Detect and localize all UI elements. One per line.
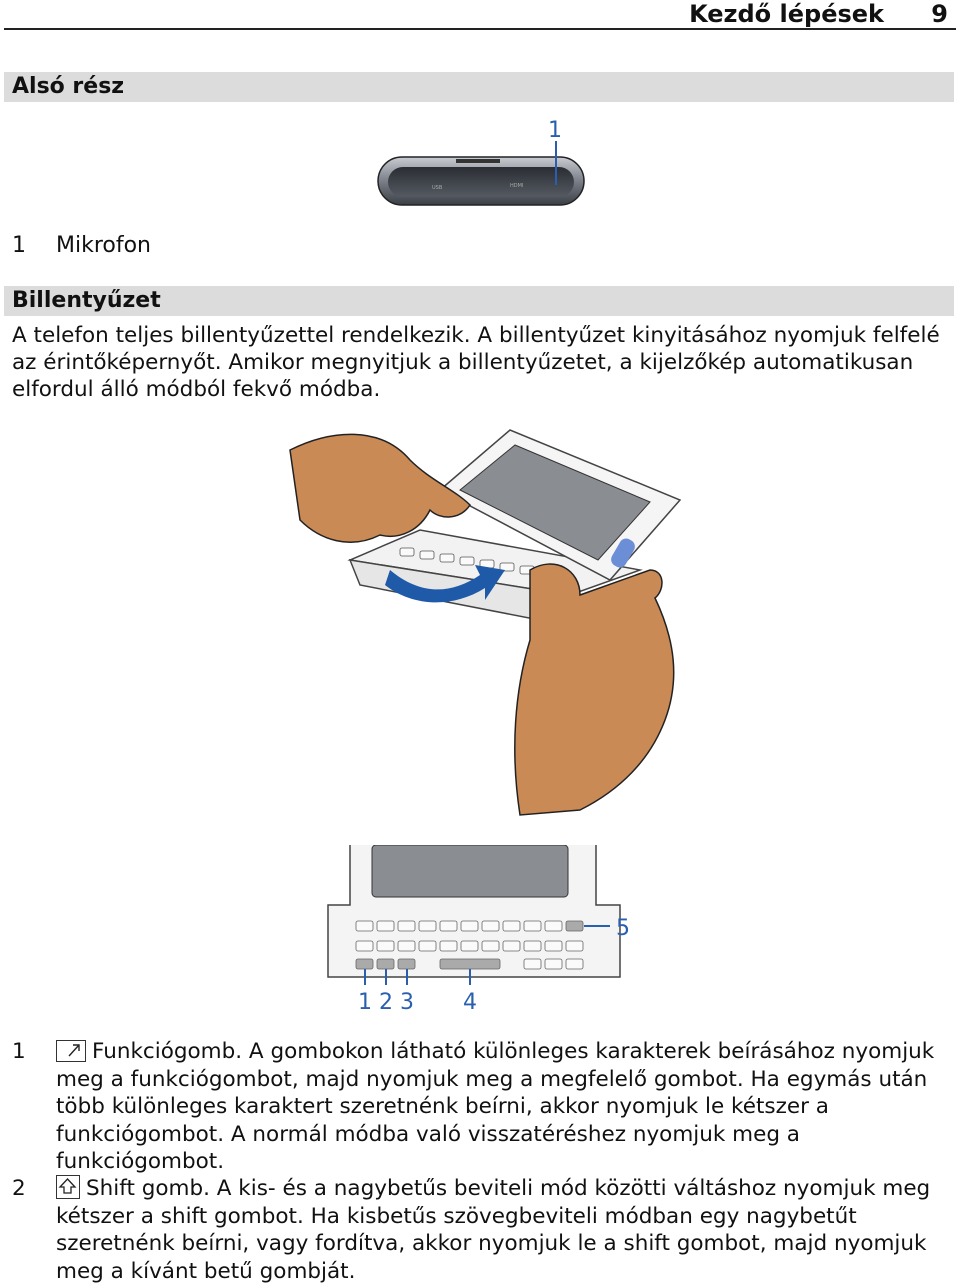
phone-bottom-illustration bbox=[370, 115, 600, 215]
keyboard-paragraph: A telefon teljes billentyűzettel rendelkezik. A billentyűzet kinyitásához nyomjuk felfelé az érintőképernyőt. Amikor megnyitjuk a billentyűzetet, a kijelzőkép automatikusan elfordul álló módból fekvő módba. bbox=[12, 323, 940, 402]
item-number: 1 bbox=[12, 1039, 26, 1064]
callout-2: 2 bbox=[379, 990, 393, 1015]
chapter-title: Kezdő lépések bbox=[689, 0, 884, 28]
shift-key-icon bbox=[56, 1175, 80, 1199]
section-heading-bottom: Alsó rész bbox=[4, 72, 954, 102]
page-header bbox=[4, 0, 956, 30]
callout-1: 1 bbox=[548, 118, 562, 143]
callout-4: 4 bbox=[463, 990, 477, 1015]
item-text: Shift gomb. A kis- és a nagybetűs beviteli mód közötti váltáshoz nyomjuk meg kétszer a shift gombot. Ha kisbetűs szövegbeviteli módban egy nagybetűt szeretnénk beírni, vagy fordítva, akkor nyomjuk le a shift gombot, majd nyomjuk meg a kívánt betű gombját. bbox=[56, 1176, 931, 1284]
keyboard-closeup-illustration bbox=[320, 845, 650, 1015]
svg-text:HDMI: HDMI bbox=[510, 183, 524, 189]
callout-1: 1 bbox=[358, 990, 372, 1015]
item-number: 1 bbox=[12, 233, 26, 258]
callout-3: 3 bbox=[400, 990, 414, 1015]
function-key-icon bbox=[56, 1040, 86, 1062]
item-number: 2 bbox=[12, 1176, 26, 1201]
open-keyboard-hands-illustration bbox=[280, 420, 700, 820]
page-number: 9 bbox=[931, 0, 948, 28]
list-item bbox=[12, 1175, 952, 1287]
svg-text:USB: USB bbox=[432, 185, 443, 191]
callout-5: 5 bbox=[616, 916, 630, 941]
item-text: Funkciógomb. A gombokon látható különleges karakterek beírásához nyomjuk meg a funkciógombot, majd nyomjuk meg a megfelelő gombot. Ha egymás után több különleges karaktert szeretnénk beírni, akkor nyomjuk le kétszer a funkciógombot. A normál módba való visszatéréshez nyomjuk meg a funkciógombot. bbox=[56, 1039, 935, 1174]
list-item bbox=[12, 232, 151, 260]
section-heading-keyboard: Billentyűzet bbox=[4, 286, 954, 316]
item-label: Mikrofon bbox=[56, 233, 152, 258]
list-item bbox=[12, 1038, 952, 1178]
